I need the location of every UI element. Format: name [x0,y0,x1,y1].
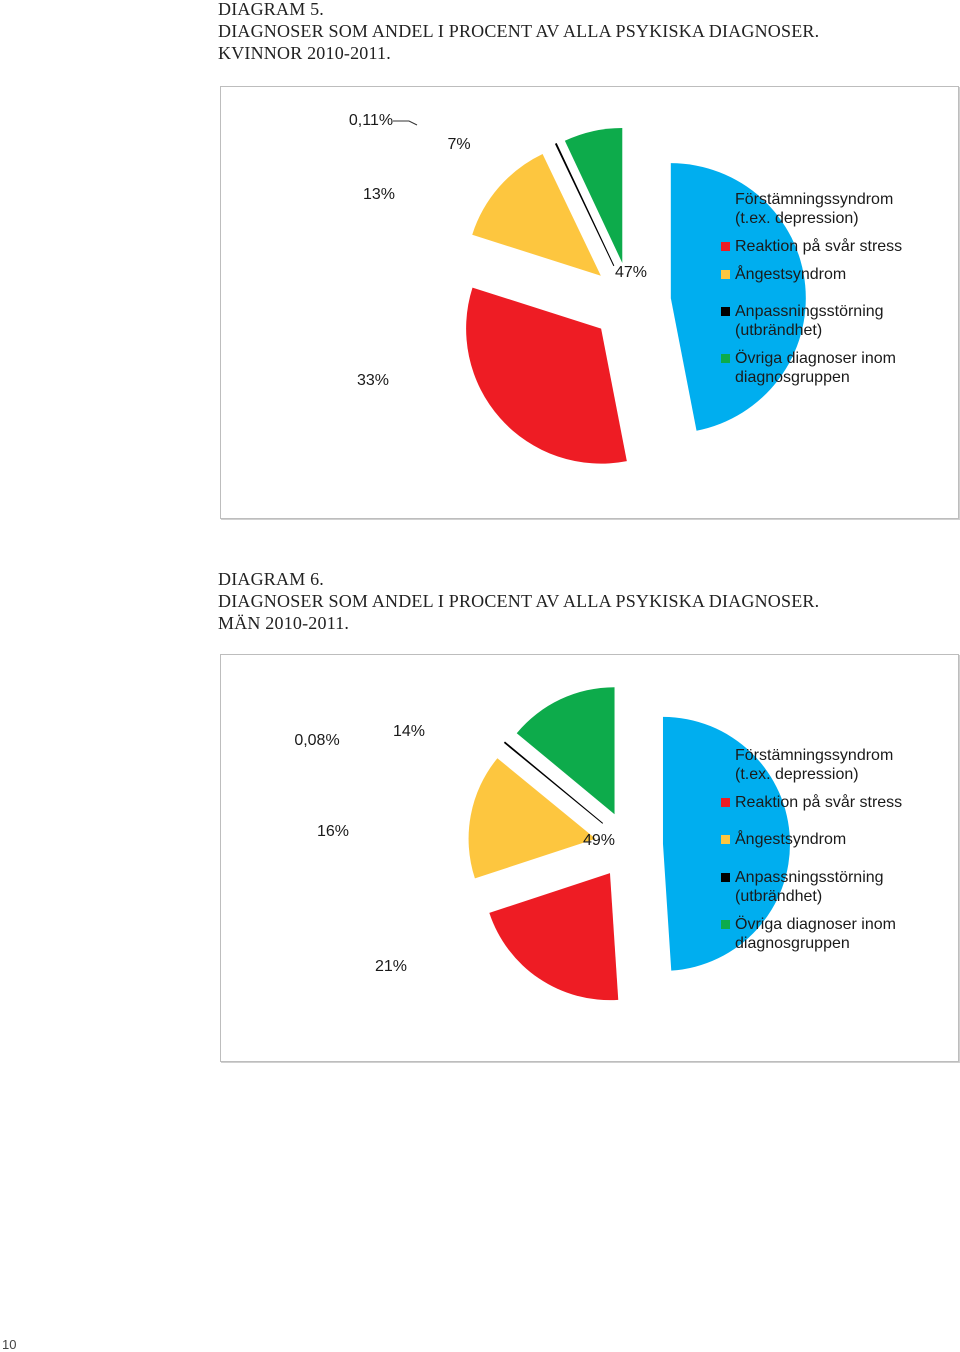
legend-label: Övriga diagnoser inom diagnosgruppen [735,350,896,386]
diagram-5-title: DIAGNOSER SOM ANDEL I PROCENT AV ALLA PSYKISKA DIAGNOSER. [218,21,820,41]
legend-item-angestsyndrom [721,830,925,849]
diagram-5-subtitle: KVINNOR 2010-2011. [218,43,391,63]
legend-swatch [721,307,730,316]
legend-item-anpassningsstorning [721,302,925,340]
legend-swatch [721,242,730,251]
legend-swatch [721,270,730,279]
data-label-reaktion-p-sv-r-stress: 33% [356,372,390,389]
diagram-6-heading [218,568,819,634]
pie-slice-reaktion-p-sv-r-stress [489,873,618,1000]
data-label-f-rst-mningssyndrom-t-ex-depression: 47% [614,264,648,281]
legend-swatch [721,873,730,882]
diagram-5-number: DIAGRAM 5. [218,0,325,19]
data-label-reaktion-p-sv-r-stress: 21% [374,958,408,975]
legend-swatch [721,920,730,929]
page-number: 10 [2,1337,17,1352]
diagram-6-subtitle: MÄN 2010-2011. [218,613,350,633]
legend-item-forstamningssyndrom [721,190,925,228]
data-label-ngestsyndrom: 16% [316,823,350,840]
diagram-5-legend [721,190,925,396]
diagram-6-chart [220,654,959,1062]
legend-swatch [721,195,730,204]
diagram-5-heading [218,0,819,64]
pie-slice-reaktion-p-sv-r-stress [466,288,627,464]
legend-label: Övriga diagnoser inom diagnosgruppen [735,916,896,952]
legend-swatch [721,798,730,807]
legend-label: Anpassningsstörning (utbrändhet) [735,869,884,905]
legend-label: Ångestsyndrom [735,266,847,283]
legend-item-angestsyndrom [721,265,925,284]
data-label-vriga-diagnoser-inom-diagnosgruppen: 7% [447,136,471,153]
legend-item-reaktion [721,793,925,812]
legend-swatch [721,354,730,363]
legend-label: Reaktion på svår stress [735,794,903,811]
data-label-f-rst-mningssyndrom-t-ex-depression: 49% [582,832,616,849]
legend-item-forstamningssyndrom [721,746,925,784]
legend-label: Förstämningssyndrom (t.ex. depression) [735,191,894,227]
legend-label: Ångestsyndrom [735,831,847,848]
legend-label: Förstämningssyndrom (t.ex. depression) [735,747,894,783]
legend-label: Reaktion på svår stress [735,238,903,255]
legend-item-ovriga [721,915,925,953]
data-label-anpassningsst-rning-utbr-ndhet: 0,08% [294,732,340,749]
legend-item-anpassningsstorning [721,868,925,906]
diagram-5-chart [220,86,959,519]
legend-item-reaktion [721,237,925,256]
legend-item-ovriga [721,349,925,387]
data-label-vriga-diagnoser-inom-diagnosgruppen: 14% [392,723,426,740]
data-label-anpassningsst-rning-utbr-ndhet: 0,11% [348,112,394,129]
data-label-leader-line [393,121,417,125]
legend-swatch [721,835,730,844]
data-label-ngestsyndrom: 13% [362,186,396,203]
diagram-6-number: DIAGRAM 6. [218,569,325,589]
legend-label: Anpassningsstörning (utbrändhet) [735,303,884,339]
diagram-6-legend [721,746,925,962]
legend-swatch [721,751,730,760]
diagram-6-title: DIAGNOSER SOM ANDEL I PROCENT AV ALLA PSYKISKA DIAGNOSER. [218,591,820,611]
